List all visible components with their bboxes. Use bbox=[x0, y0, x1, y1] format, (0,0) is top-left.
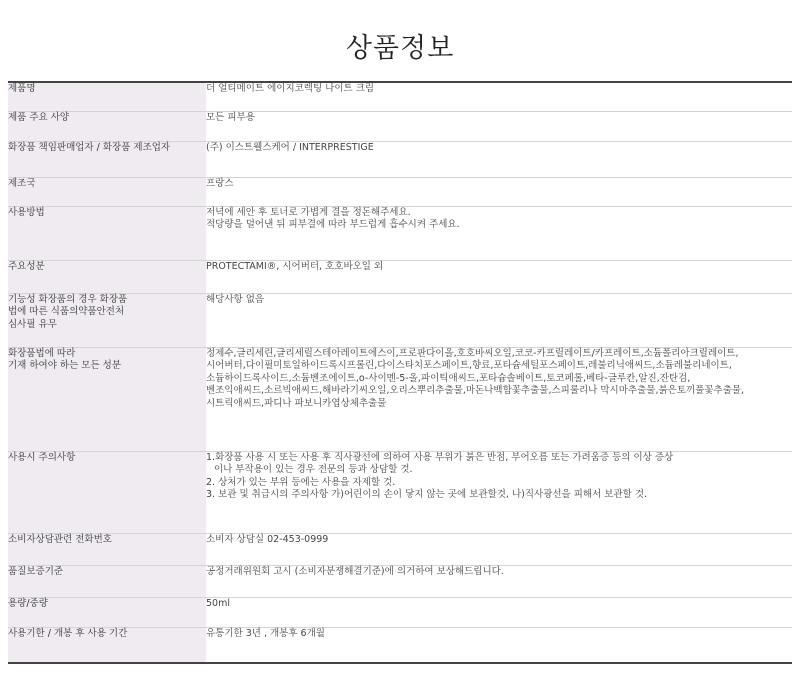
info-row bbox=[8, 177, 792, 206]
row-label-line: 사용기한 / 개봉 후 사용 기간 bbox=[8, 627, 128, 639]
row-value-line: 공정거래위원회 고시 (소비자분쟁해결기준)에 의거하여 보상해드립니다. bbox=[206, 565, 504, 577]
row-value-line: PROTECTAMI®, 시어버터, 호호바오일 외 bbox=[206, 260, 384, 272]
row-label bbox=[8, 260, 206, 293]
row-label bbox=[8, 347, 206, 451]
info-row bbox=[8, 597, 792, 627]
row-value bbox=[206, 177, 792, 206]
row-label bbox=[8, 111, 206, 141]
row-label-line: 화장품 책임판매업자 / 화장품 제조업자 bbox=[8, 141, 171, 153]
row-value-line: 해당사항 없음 bbox=[206, 293, 265, 305]
row-label bbox=[8, 565, 206, 597]
row-value bbox=[206, 260, 792, 293]
row-value bbox=[206, 111, 792, 141]
row-value-line: 시트릭애씨드,파디나 파보니카엽상체추출물 bbox=[206, 397, 387, 409]
row-value bbox=[206, 597, 792, 627]
row-value-line: 50ml bbox=[206, 597, 230, 609]
row-label-line: 기능성 화장품의 경우 화장품 bbox=[8, 293, 128, 305]
row-value-line: (주) 이스트웰스케어 / INTERPRESTIGE bbox=[206, 141, 374, 153]
info-row bbox=[8, 206, 792, 260]
row-value-line: 벤조익애씨드,소르빅애씨드,해바라기씨오일,오리스뿌리추출물,마돈나백합꽃추출물,스피룰리나 막시마추출물,붉은토끼풀꽃추출물, bbox=[206, 385, 745, 396]
row-value-line: 소듐하이드록사이드,소듐벤조에이트,o-사이멘-5-올,파이틱애씨드,포타슘솔베이트,토코페롤,베타-글루칸,알진,잔탄검, bbox=[206, 372, 691, 384]
row-label bbox=[8, 177, 206, 206]
row-label-line: 기재 하여야 하는 모든 성분 bbox=[8, 360, 122, 371]
row-label-line: 화장품법에 따라 bbox=[8, 347, 76, 359]
row-value-line: 모든 피부용 bbox=[206, 111, 255, 123]
info-row bbox=[8, 111, 792, 141]
row-value bbox=[206, 627, 792, 663]
row-label-line: 제조국 bbox=[8, 177, 36, 189]
row-label bbox=[8, 141, 206, 177]
row-label-line: 법에 따른 식품의약품안전처 bbox=[8, 306, 125, 317]
info-row bbox=[8, 627, 792, 663]
info-row bbox=[8, 260, 792, 293]
row-value-line: 시어버터,다이필미토일하이드록시프롤린,다이스타치포스페이트,향료,포타슘세틸포스페이트,레불리닉애씨드,소듐레불리네이트, bbox=[206, 360, 732, 371]
row-label bbox=[8, 82, 206, 111]
row-value bbox=[206, 206, 792, 260]
row-value-line: 2. 상처가 있는 부위 등에는 사용을 자제할 것. bbox=[206, 476, 396, 488]
row-value-line: 1.화장품 사용 시 또는 사용 후 직사광선에 의하여 사용 부위가 붉은 반점, 부어오름 또는 가려움증 등의 이상 증상 bbox=[206, 451, 674, 463]
row-label bbox=[8, 206, 206, 260]
row-label-line: 제품 주요 사양 bbox=[8, 111, 70, 123]
row-label-line: 심사필 유무 bbox=[8, 318, 57, 330]
row-value bbox=[206, 451, 792, 533]
page-title: 상품정보 bbox=[345, 33, 455, 64]
row-label bbox=[8, 627, 206, 663]
info-row bbox=[8, 82, 792, 111]
row-label-line: 사용시 주의사항 bbox=[8, 451, 76, 463]
row-value bbox=[206, 293, 792, 347]
row-value bbox=[206, 82, 792, 111]
row-label-line: 소비자상담관련 전화번호 bbox=[8, 533, 112, 545]
row-value-line: 이나 부작용이 있는 경우 전문의 등과 상담할 것. bbox=[214, 464, 413, 475]
info-row bbox=[8, 293, 792, 347]
product-info-table bbox=[8, 81, 792, 664]
row-label bbox=[8, 451, 206, 533]
row-label-line: 용량/중량 bbox=[8, 597, 48, 609]
row-value-line: 정제수,글리세린,글리세릴스테아레이트에스이,프로판다이올,호호바씨오일,코코-카프릴레이트/카프레이트,소듐폴리아크릴레이트, bbox=[206, 347, 739, 359]
row-label-line: 주요성분 bbox=[8, 260, 45, 272]
row-label bbox=[8, 533, 206, 565]
info-row bbox=[8, 347, 792, 451]
row-value-line: 적당량을 덜어낸 뒤 피부결에 따라 부드럽게 흡수시켜 주세요. bbox=[206, 219, 460, 230]
row-label-line: 품질보증기준 bbox=[8, 565, 64, 577]
row-value bbox=[206, 347, 792, 451]
info-row bbox=[8, 141, 792, 177]
row-value-line: 더 얼티메이트 에이지코렉팅 나이트 크림 bbox=[206, 83, 375, 94]
row-value-line: 유통기한 3년 , 개봉후 6개월 bbox=[206, 627, 325, 639]
row-label bbox=[8, 597, 206, 627]
row-value-line: 프랑스 bbox=[206, 177, 234, 189]
info-row bbox=[8, 451, 792, 533]
info-row bbox=[8, 565, 792, 597]
row-label-line: 사용방법 bbox=[8, 206, 45, 218]
row-label-line: 제품명 bbox=[8, 83, 36, 94]
info-row bbox=[8, 533, 792, 565]
row-label bbox=[8, 293, 206, 347]
row-value bbox=[206, 141, 792, 177]
row-value-line: 소비자 상담실 02-453-0999 bbox=[206, 533, 329, 545]
row-value bbox=[206, 565, 792, 597]
row-value-line: 3. 보관 및 취급시의 주의사항 가)어린이의 손이 닿지 않는 곳에 보관할것, 나)직사광선을 피해서 보관할 것. bbox=[206, 489, 648, 500]
row-value bbox=[206, 533, 792, 565]
row-value-line: 저녁에 세안 후 토너로 가볍게 결을 정돈해주세요. bbox=[206, 206, 411, 218]
